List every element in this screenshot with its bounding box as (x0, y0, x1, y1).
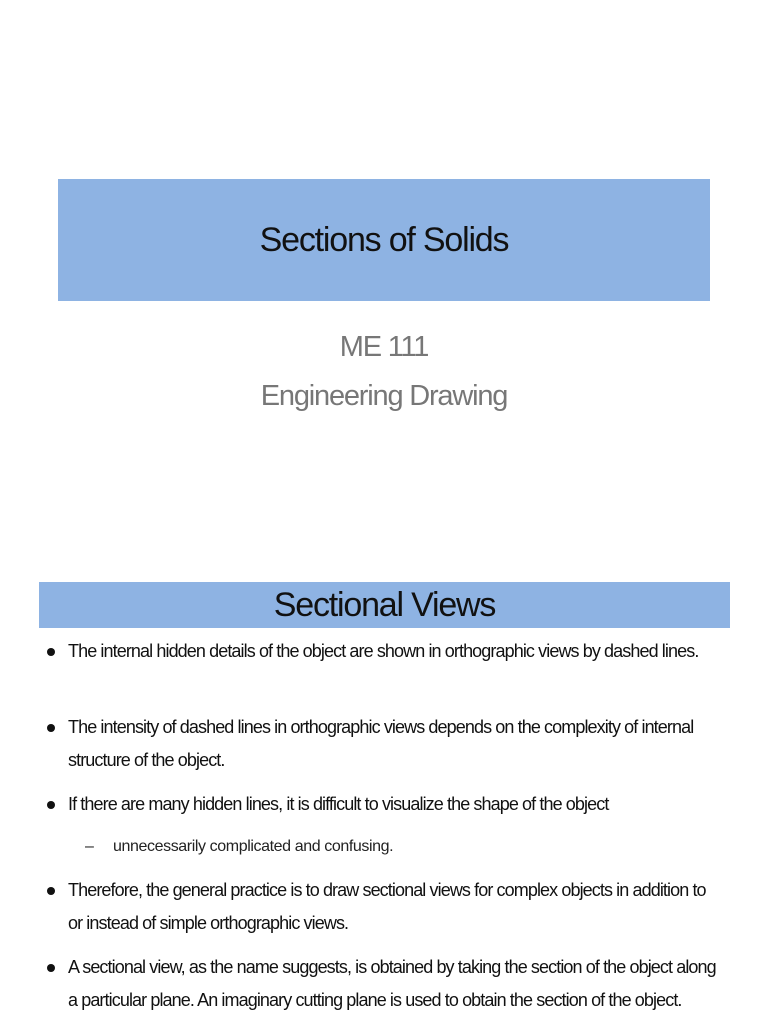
bullet-icon (47, 964, 55, 972)
list-item (68, 874, 718, 940)
list-item (68, 788, 718, 821)
bullet-text: The intensity of dashed lines in orthographic views depends on the complexity of internal structure of the object. (68, 717, 694, 770)
section-heading: Sectional Views (273, 585, 496, 624)
bullet-icon (47, 887, 55, 895)
bullet-text: If there are many hidden lines, it is difficult to visualize the shape of the object (68, 794, 609, 814)
slide-title: Sections of Solids (259, 220, 509, 259)
bullet-icon (47, 801, 55, 809)
course-name: Engineering Drawing (260, 380, 508, 412)
bullet-text: Therefore, the general practice is to draw sectional views for complex objects in addition to or instead of simple orthographic views. (68, 880, 706, 933)
list-item (68, 635, 718, 668)
sub-bullet-text: unnecessarily complicated and confusing. (113, 838, 394, 855)
sub-list-item (85, 834, 713, 860)
bullet-icon (47, 648, 55, 656)
course-code: ME 111 (339, 331, 429, 363)
bullet-text: The internal hidden details of the object are shown in orthographic views by dashed lines. (68, 641, 699, 661)
bullet-text: A sectional view, as the name suggests, is obtained by taking the section of the object along a particular plane. An imaginary cutting plane is used to obtain the section of the object. (68, 957, 716, 1010)
list-item (68, 711, 718, 777)
bullet-icon (47, 724, 55, 732)
dash-icon: – (85, 838, 94, 855)
list-item (68, 951, 718, 1017)
